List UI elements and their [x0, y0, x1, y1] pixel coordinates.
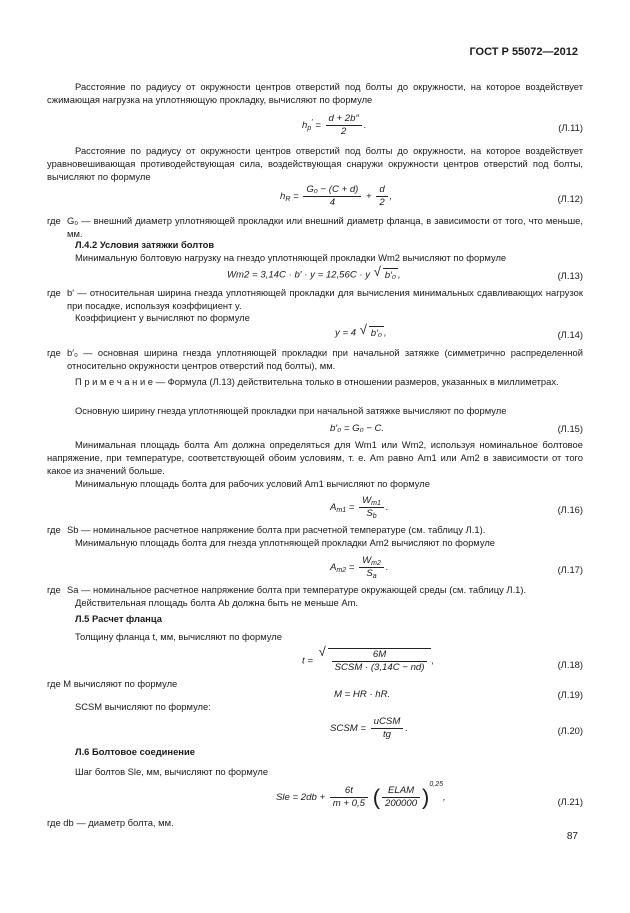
where-block: [47, 583, 583, 596]
equation-number: (Л.17): [557, 564, 583, 575]
paragraph: Коэффициент y вычисляют по формуле: [75, 312, 250, 323]
eq-tail: ,: [389, 191, 393, 203]
radicand: b′₀: [370, 328, 382, 339]
eq-sub: m1: [336, 507, 347, 515]
numerator: ELAM: [382, 785, 420, 798]
equation-l16: $A_{m1}$ = $\frac{W_{m1}}{S_b}$ . (Л.16): [330, 495, 583, 520]
den-sub: a: [372, 573, 377, 580]
document-header: ГОСТ Р 55072—2012: [469, 46, 578, 58]
where-word: где: [47, 524, 61, 535]
eq-lhs: SCSM =: [330, 723, 366, 735]
fraction: [359, 495, 384, 520]
eq-text: Wm2 = 3,14C · b′ · y = 12,56C · y: [227, 269, 371, 281]
numerator: d + 2b″: [326, 113, 362, 126]
eq-tail: ,: [397, 269, 401, 281]
fraction: [371, 716, 404, 741]
paragraph: Минимальная площадь болта Am должна определяться для Wm1 или Wm2, используя номинальное болтовое напряжение, при температуре, соответствующей обоим условиям, т. е. Am равно Am1 или Am2 в зависимости от того какое из значений больше.: [47, 439, 583, 476]
section-heading: Л.4.2 Условия затяжки болтов: [75, 239, 215, 250]
equation-number: (Л.18): [557, 659, 583, 670]
section-heading: Л.6 Болтовое соединение: [75, 746, 195, 757]
where-block: [47, 214, 583, 240]
sqrt: [383, 268, 398, 282]
radicand: b′₀: [384, 270, 396, 281]
section-heading: Л.5 Расчет фланца: [75, 613, 162, 624]
exponent: 0,25: [429, 781, 443, 789]
numerator: √ 6M: [332, 649, 428, 662]
denominator: S: [366, 568, 373, 579]
paren-open: (: [372, 784, 381, 810]
equation-number: (Л.14): [557, 329, 583, 340]
equation-l18: [47, 648, 583, 678]
eq-tail: .: [363, 120, 367, 132]
den-sub: b: [372, 513, 377, 520]
equation-l20: [47, 716, 583, 746]
eq-sup: ′: [311, 119, 313, 127]
where-block: [47, 346, 583, 372]
eq-lhs: Sle = 2db +: [276, 792, 326, 804]
denominator: 2: [341, 126, 347, 137]
denominator: SCSM · (3,14C − nd): [334, 662, 425, 673]
where-block: [47, 286, 583, 312]
fraction: [330, 785, 368, 810]
denominator: S: [366, 508, 373, 519]
numerator: d: [376, 184, 387, 197]
denominator: tg: [382, 729, 391, 740]
paragraph: Минимальную болтовую нагрузку на гнездо уплотняющей прокладки Wm2 вычисляют по формуле: [75, 252, 507, 263]
where-text: b′₀ — основная ширина гнезда уплотняющей прокладки при начальной затяжке (симметрично распределенной относительно окружности центров отверстий под болты), мм.: [67, 347, 583, 371]
paragraph: Расстояние по радиусу от окружности центров отверстий под болты до окружности, на которое воздействует уравновешивающая противодействующая сила, воздействующая снаружи окружности центров отверстий под болты, вычисляют по формуле: [47, 145, 583, 182]
where-text: G₀ — внешний диаметр уплотняющей прокладки или внешний диаметр фланца, в зависимости от того, что меньше, мм.: [67, 215, 583, 239]
eq-tail: .: [385, 562, 389, 574]
equation-number: (Л.16): [557, 504, 583, 515]
equation-l12: $h_R$ = $\frac{\text{G₀ − (C + d)}}{4}$ + $\frac{d}{2}$ , (Л.12): [280, 184, 583, 208]
paragraph: Действительная площадь болта Ab должна быть не меньше Am.: [75, 597, 359, 608]
eq-tail: .: [405, 723, 408, 735]
denominator: 4: [329, 197, 336, 208]
equation-number: (Л.15): [557, 423, 583, 434]
numerator: W: [362, 495, 372, 506]
eq-sub: R: [285, 196, 291, 204]
paragraph: где M вычисляют по формуле: [47, 678, 178, 689]
where-word: где: [47, 347, 61, 358]
sqrt: [369, 326, 384, 340]
eq-lhs: A: [330, 562, 337, 574]
eq-tail: ,: [383, 327, 387, 339]
equation-number: (Л.11): [558, 122, 583, 133]
equation-number: (Л.19): [557, 689, 583, 700]
fraction: [326, 113, 362, 138]
equation-number: (Л.12): [557, 193, 583, 204]
equation-l11: $h_p'$ = $\frac{d + 2b''}{2}$ . (Л.11): [302, 113, 583, 137]
numerator: G₀ − (C + d): [303, 184, 361, 197]
fraction: [359, 555, 384, 580]
equation-l17: $A_{m2}$ = $\frac{W_{m2}}{S_a}$ . (Л.17): [330, 555, 583, 580]
note: П р и м е ч а н и е — Формула (Л.13) действительна только в отношении размеров, указанных в миллиметрах.: [75, 376, 559, 387]
paragraph: Расстояние по радиусу от окружности центров отверстий под болты до окружности, на которое воздействует сжимающая нагрузка на уплотняющую прокладку, вычисляют по формуле: [47, 81, 583, 105]
where-text: Sa — номинальное расчетное напряжение болта при температуре окружающей среды (см. таблицу Л.1).: [67, 584, 527, 595]
paragraph: где db — диаметр болта, мм.: [47, 817, 174, 828]
eq-tail: .: [385, 502, 389, 514]
num-sub: m1: [371, 500, 381, 507]
eq-lhs: t =: [302, 655, 313, 667]
eq-lhs: A: [330, 502, 337, 514]
where-block: [47, 523, 583, 536]
equation-l21: [47, 781, 583, 815]
numerator: 6t: [330, 785, 368, 798]
eq-lhs: h: [302, 120, 308, 132]
equation-number: (Л.20): [557, 725, 583, 736]
paren-close: ): [422, 784, 430, 810]
paragraph: Минимальную площадь болта для гнезда уплотняющей прокладки Am2 вычисляют по формуле: [75, 537, 496, 548]
paragraph: Основную ширину гнезда уплотняющей прокладки при начальной затяжке вычисляют по формуле: [75, 405, 507, 416]
eq-sub: m2: [336, 567, 347, 575]
numerator: W: [362, 555, 372, 566]
operator: +: [366, 191, 372, 203]
paragraph: Шаг болтов Sle, мм, вычисляют по формуле: [75, 766, 269, 777]
num-sub: m2: [371, 560, 381, 567]
denominator: 2: [379, 197, 385, 208]
fraction: [376, 184, 387, 209]
where-text: b′ — относительная ширина гнезда уплотняющей прокладки для вычисления минимальных сдавливающих нагрузок при посадке, используя коэффициент y.: [67, 287, 583, 311]
eq-lhs: h: [280, 191, 286, 203]
denominator: 200000: [385, 798, 418, 809]
paragraph: Минимальную площадь болта для рабочих условий Am1 вычисляют по формуле: [75, 478, 430, 489]
fraction: [382, 785, 420, 810]
fraction: [332, 649, 428, 674]
paragraph: Толщину фланца t, мм, вычисляют по формуле: [75, 631, 282, 642]
where-word: где: [47, 215, 61, 226]
page-number: 87: [566, 831, 578, 842]
eq-text: y = 4: [335, 327, 357, 339]
eq-sub: p: [307, 125, 312, 133]
eq-text: M = HR · hR.: [334, 689, 391, 700]
fraction: [303, 184, 361, 209]
eq-tail: ,: [442, 792, 446, 804]
sqrt: [328, 648, 435, 674]
where-text: Sb — номинальное расчетное напряжение болта при расчетной температуре (см. таблицу Л.1).: [67, 524, 486, 535]
denominator: m + 0,5: [332, 798, 366, 809]
eq-text: b′₀ = G₀ − C.: [330, 423, 385, 434]
paragraph: SCSM вычисляют по формуле:: [75, 701, 211, 712]
where-word: где: [47, 287, 61, 298]
eq-tail: ,: [431, 655, 435, 667]
equation-number: (Л.21): [557, 796, 583, 807]
numerator: uCSM: [371, 716, 404, 729]
equation-number: (Л.13): [557, 270, 583, 281]
where-word: где: [47, 584, 61, 595]
